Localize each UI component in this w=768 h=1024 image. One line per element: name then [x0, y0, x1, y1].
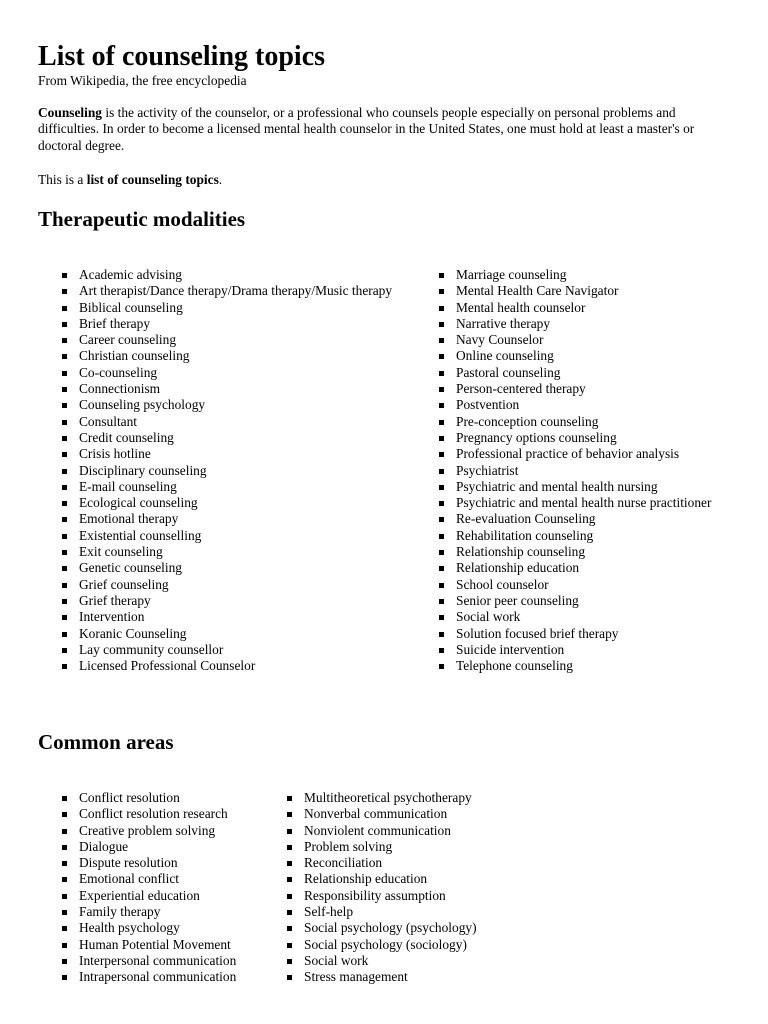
bullet-icon — [62, 387, 67, 392]
bullet-icon — [439, 436, 444, 441]
bullet-icon — [62, 664, 67, 669]
list-item[interactable] — [263, 920, 563, 936]
bullet-icon — [62, 306, 67, 311]
bullet-icon — [62, 436, 67, 441]
list-item-label[interactable]: Consultant — [79, 413, 138, 429]
bullet-icon — [62, 829, 67, 834]
page-subtitle: From Wikipedia, the free encyclopedia — [38, 73, 247, 88]
bullet-icon — [287, 845, 292, 850]
list-item[interactable] — [415, 642, 738, 658]
list-item-label[interactable]: Genetic counseling — [79, 560, 182, 576]
list-item-label[interactable]: Relationship education — [456, 560, 580, 576]
list-item[interactable] — [38, 969, 264, 985]
list-item-label[interactable]: Koranic Counseling — [79, 625, 187, 641]
list-item-label[interactable]: Rehabilitation counseling — [456, 527, 594, 543]
list-item-label[interactable]: Mental health counselor — [456, 299, 586, 315]
bullet-icon — [62, 289, 67, 294]
bullet-icon — [62, 632, 67, 637]
list-item[interactable] — [38, 871, 264, 887]
list-item[interactable] — [38, 446, 408, 462]
list-item-label[interactable]: Emotional therapy — [79, 511, 179, 527]
list-item[interactable] — [263, 904, 563, 920]
list-item-label[interactable]: Crisis hotline — [79, 446, 151, 462]
list-item[interactable] — [263, 888, 563, 904]
list-item[interactable] — [38, 823, 264, 839]
list-item-label[interactable]: Narrative therapy — [456, 315, 551, 331]
bullet-icon — [62, 273, 67, 278]
list-item[interactable] — [415, 495, 738, 511]
bullet-icon — [287, 829, 292, 834]
list-item-label[interactable]: Pre-conception counseling — [456, 413, 599, 429]
list-item-label[interactable]: Intervention — [79, 609, 145, 625]
list-item[interactable] — [38, 283, 408, 299]
bullet-icon — [287, 894, 292, 899]
list-item-label[interactable]: Family therapy — [79, 904, 161, 920]
list-item[interactable] — [38, 888, 264, 904]
list-item-label[interactable]: Conflict resolution research — [79, 806, 228, 822]
bullet-icon — [62, 501, 67, 506]
list-item[interactable] — [38, 544, 408, 560]
list-item-label[interactable]: Responsibility assumption — [304, 887, 446, 903]
list-item-label[interactable]: Connectionism — [79, 381, 161, 397]
list-item-label[interactable]: Dispute resolution — [79, 855, 178, 871]
list-item[interactable] — [415, 397, 738, 413]
list-item-label[interactable]: Nonviolent communication — [304, 822, 451, 838]
bullet-icon — [62, 894, 67, 899]
bullet-icon — [439, 534, 444, 539]
list-item[interactable] — [415, 593, 738, 609]
list-item-label[interactable]: Co-counseling — [79, 364, 158, 380]
list-item[interactable] — [415, 544, 738, 560]
bullet-icon — [439, 306, 444, 311]
common-list-col1 — [38, 790, 264, 986]
bullet-icon — [62, 796, 67, 801]
bullet-icon — [439, 550, 444, 555]
therapeutic-list-col1 — [38, 267, 408, 674]
bullet-icon — [62, 371, 67, 376]
list-item-label[interactable]: School counselor — [456, 576, 549, 592]
bullet-icon — [62, 517, 67, 522]
bullet-icon — [62, 648, 67, 653]
list-item[interactable] — [38, 937, 264, 953]
list-item-label[interactable]: Creative problem solving — [79, 822, 216, 838]
list-item-label[interactable]: Disciplinary counseling — [79, 462, 207, 478]
list-item[interactable] — [415, 381, 738, 397]
list-item-label[interactable]: Exit counseling — [79, 544, 163, 560]
list-item[interactable] — [38, 511, 408, 527]
list-item-label[interactable]: Grief therapy — [79, 592, 151, 608]
list-item[interactable] — [38, 626, 408, 642]
list-item-label[interactable]: Conflict resolution — [79, 790, 180, 805]
list-item-label[interactable]: Christian counseling — [79, 348, 190, 364]
list-item[interactable] — [38, 348, 408, 364]
list-item-label[interactable]: Relationship education — [304, 871, 428, 887]
list-item[interactable] — [263, 937, 563, 953]
list-item[interactable] — [415, 626, 738, 642]
list-item[interactable] — [38, 381, 408, 397]
bullet-icon — [439, 501, 444, 506]
list-item-label[interactable]: Art therapist/Dance therapy/Drama therapy/Music therapy — [79, 283, 393, 299]
list-item[interactable] — [38, 806, 264, 822]
list-item[interactable] — [263, 855, 563, 871]
list-item-label[interactable]: Person-centered therapy — [456, 381, 586, 397]
list-item[interactable] — [38, 300, 408, 316]
list-item[interactable] — [38, 953, 264, 969]
list-item[interactable] — [38, 904, 264, 920]
list-item[interactable] — [263, 806, 563, 822]
list-item[interactable] — [415, 446, 738, 462]
list-item-label[interactable]: Academic advising — [79, 267, 182, 282]
list-item-label[interactable]: Psychiatrist — [456, 462, 519, 478]
list-item-label[interactable]: Biblical counseling — [79, 299, 183, 315]
bullet-icon — [287, 975, 292, 980]
bullet-icon — [439, 403, 444, 408]
list-item-label[interactable]: E-mail counseling — [79, 478, 177, 494]
list-item-label[interactable]: Self-help — [304, 904, 354, 920]
list-item-label[interactable]: Navy Counselor — [456, 332, 544, 348]
list-item[interactable] — [415, 479, 738, 495]
list-item-label[interactable]: Relationship counseling — [456, 544, 586, 560]
list-item-label[interactable]: Problem solving — [304, 838, 393, 854]
list-item-label[interactable]: Credit counseling — [79, 429, 174, 445]
list-item[interactable] — [38, 267, 408, 283]
heading-therapeutic-modalities: Therapeutic modalities — [38, 207, 246, 231]
bullet-icon — [62, 534, 67, 539]
bullet-icon — [439, 322, 444, 327]
list-item-label[interactable]: Brief therapy — [79, 315, 151, 331]
list-item[interactable] — [38, 528, 408, 544]
list-item[interactable] — [415, 300, 738, 316]
list-item[interactable] — [415, 609, 738, 625]
bullet-icon — [62, 566, 67, 571]
bullet-icon — [439, 517, 444, 522]
list-item[interactable] — [38, 365, 408, 381]
bullet-icon — [439, 354, 444, 359]
bullet-icon — [62, 485, 67, 490]
bullet-icon — [287, 910, 292, 915]
list-item[interactable] — [38, 414, 408, 430]
list-item-label[interactable]: Senior peer counseling — [456, 592, 579, 608]
intro-lead-bold: Counseling — [38, 105, 102, 120]
list-item[interactable] — [38, 642, 408, 658]
bullet-icon — [62, 322, 67, 327]
bullet-icon — [287, 926, 292, 931]
common-list-col2 — [263, 790, 563, 986]
bullet-icon — [287, 812, 292, 817]
bullet-icon — [439, 485, 444, 490]
list-item-label[interactable]: Nonverbal communication — [304, 806, 448, 822]
bullet-icon — [62, 877, 67, 882]
list-item[interactable] — [38, 920, 264, 936]
list-item-label[interactable]: Social work — [304, 952, 369, 968]
bullet-icon — [439, 632, 444, 637]
list-item[interactable] — [38, 463, 408, 479]
list-item[interactable] — [263, 823, 563, 839]
list-item-label[interactable]: Solution focused brief therapy — [456, 625, 619, 641]
bullet-icon — [62, 926, 67, 931]
list-item-label[interactable]: Multitheoretical psychotherapy — [304, 790, 472, 805]
list-item[interactable] — [415, 560, 738, 576]
list-description-suffix: . — [218, 172, 223, 187]
list-item[interactable] — [38, 577, 408, 593]
list-description-prefix: This is a — [38, 172, 87, 187]
list-item-label[interactable]: Telephone counseling — [456, 658, 573, 674]
therapeutic-list-col2 — [415, 267, 738, 674]
intro-paragraph — [38, 105, 730, 154]
list-item[interactable] — [263, 839, 563, 855]
bullet-icon — [62, 403, 67, 408]
bullet-icon — [287, 943, 292, 948]
list-item[interactable] — [415, 332, 738, 348]
bullet-icon — [62, 845, 67, 850]
list-item[interactable] — [38, 790, 264, 806]
bullet-icon — [439, 664, 444, 669]
list-item-label[interactable]: Emotional conflict — [79, 871, 180, 887]
list-item-label[interactable]: Re-evaluation Counseling — [456, 511, 596, 527]
list-item-label[interactable]: Interpersonal communication — [79, 952, 237, 968]
list-item-label[interactable]: Pastoral counseling — [456, 364, 561, 380]
list-item-label[interactable]: Intrapersonal communication — [79, 969, 237, 985]
list-item-label[interactable]: Human Potential Movement — [79, 936, 231, 952]
bullet-icon — [439, 615, 444, 620]
list-item-label[interactable]: Ecological counseling — [79, 495, 198, 511]
list-item-label[interactable]: Reconciliation — [304, 855, 383, 871]
bullet-icon — [439, 566, 444, 571]
list-item[interactable] — [38, 593, 408, 609]
list-item-label[interactable]: Lay community counsellor — [79, 641, 224, 657]
list-item-label[interactable]: Dialogue — [79, 838, 129, 854]
list-item[interactable] — [415, 430, 738, 446]
list-item[interactable] — [38, 495, 408, 511]
page-title: List of counseling topics — [38, 41, 326, 72]
list-item-label[interactable]: Online counseling — [456, 348, 554, 364]
bullet-icon — [287, 796, 292, 801]
bullet-icon — [62, 420, 67, 425]
list-item[interactable] — [38, 332, 408, 348]
list-item[interactable] — [263, 953, 563, 969]
bullet-icon — [439, 452, 444, 457]
list-item-label[interactable]: Social work — [456, 609, 521, 625]
list-item-label[interactable]: Suicide intervention — [456, 641, 565, 657]
list-item[interactable] — [38, 658, 408, 674]
bullet-icon — [439, 420, 444, 425]
list-item-label[interactable]: Pregnancy options counseling — [456, 429, 617, 445]
bullet-icon — [439, 387, 444, 392]
bullet-icon — [439, 648, 444, 653]
bullet-icon — [439, 273, 444, 278]
list-item-label[interactable]: Stress management — [304, 969, 408, 985]
bullet-icon — [439, 599, 444, 604]
list-item-label[interactable]: Psychiatric and mental health nursing — [456, 478, 658, 494]
list-item-label[interactable]: Postvention — [456, 397, 520, 413]
list-item[interactable] — [415, 283, 738, 299]
bullet-icon — [62, 469, 67, 474]
list-item-label[interactable]: Grief counseling — [79, 576, 169, 592]
intro-lead-text: is the activity of the counselor, or a professional who counsels people especially on personal problems and difficulties. In order to become a licensed mental health counselor in the United States, one must hold at least a master's or doctoral degree. — [38, 105, 695, 153]
bullet-icon — [439, 583, 444, 588]
list-item-label[interactable]: Counseling psychology — [79, 397, 206, 413]
list-item-label[interactable]: Social psychology (sociology) — [304, 936, 467, 952]
bullet-icon — [287, 959, 292, 964]
list-item-label[interactable]: Mental Health Care Navigator — [456, 283, 619, 299]
list-item[interactable] — [38, 316, 408, 332]
list-item[interactable] — [415, 463, 738, 479]
list-item[interactable] — [38, 609, 408, 625]
list-item-label[interactable]: Social psychology (psychology) — [304, 920, 477, 936]
bullet-icon — [439, 371, 444, 376]
list-item-label[interactable]: Experiential education — [79, 887, 200, 903]
list-item[interactable] — [415, 414, 738, 430]
list-item-label[interactable]: Health psychology — [79, 920, 180, 936]
bullet-icon — [62, 599, 67, 604]
bullet-icon — [62, 943, 67, 948]
list-item[interactable] — [38, 560, 408, 576]
list-item[interactable] — [38, 855, 264, 871]
list-item-label[interactable]: Career counseling — [79, 332, 177, 348]
bullet-icon — [62, 615, 67, 620]
list-item[interactable] — [263, 790, 563, 806]
bullet-icon — [439, 469, 444, 474]
bullet-icon — [439, 338, 444, 343]
bullet-icon — [62, 861, 67, 866]
list-item-label[interactable]: Professional practice of behavior analysis — [456, 446, 680, 462]
list-item[interactable] — [38, 479, 408, 495]
bullet-icon — [62, 812, 67, 817]
bullet-icon — [62, 338, 67, 343]
list-item-label[interactable]: Existential counselling — [79, 527, 202, 543]
list-item[interactable] — [38, 397, 408, 413]
list-item-label[interactable]: Marriage counseling — [456, 267, 567, 282]
bullet-icon — [62, 583, 67, 588]
heading-common-areas: Common areas — [38, 730, 174, 754]
bullet-icon — [62, 959, 67, 964]
list-item[interactable] — [263, 969, 563, 985]
list-item[interactable] — [415, 348, 738, 364]
bullet-icon — [62, 975, 67, 980]
list-description — [38, 172, 222, 188]
list-description-bold: list of counseling topics — [86, 172, 219, 187]
list-item[interactable] — [415, 267, 738, 283]
list-item-label[interactable]: Psychiatric and mental health nurse practitioner — [456, 495, 712, 511]
bullet-icon — [62, 910, 67, 915]
list-item[interactable] — [415, 577, 738, 593]
bullet-icon — [287, 877, 292, 882]
list-item[interactable] — [415, 528, 738, 544]
list-item[interactable] — [38, 839, 264, 855]
list-item[interactable] — [415, 511, 738, 527]
list-item[interactable] — [415, 365, 738, 381]
list-item-label[interactable]: Licensed Professional Counselor — [79, 658, 256, 674]
list-item[interactable] — [263, 871, 563, 887]
bullet-icon — [62, 550, 67, 555]
list-item[interactable] — [415, 658, 738, 674]
bullet-icon — [62, 452, 67, 457]
bullet-icon — [62, 354, 67, 359]
list-item[interactable] — [38, 430, 408, 446]
bullet-icon — [439, 289, 444, 294]
bullet-icon — [287, 861, 292, 866]
list-item[interactable] — [415, 316, 738, 332]
